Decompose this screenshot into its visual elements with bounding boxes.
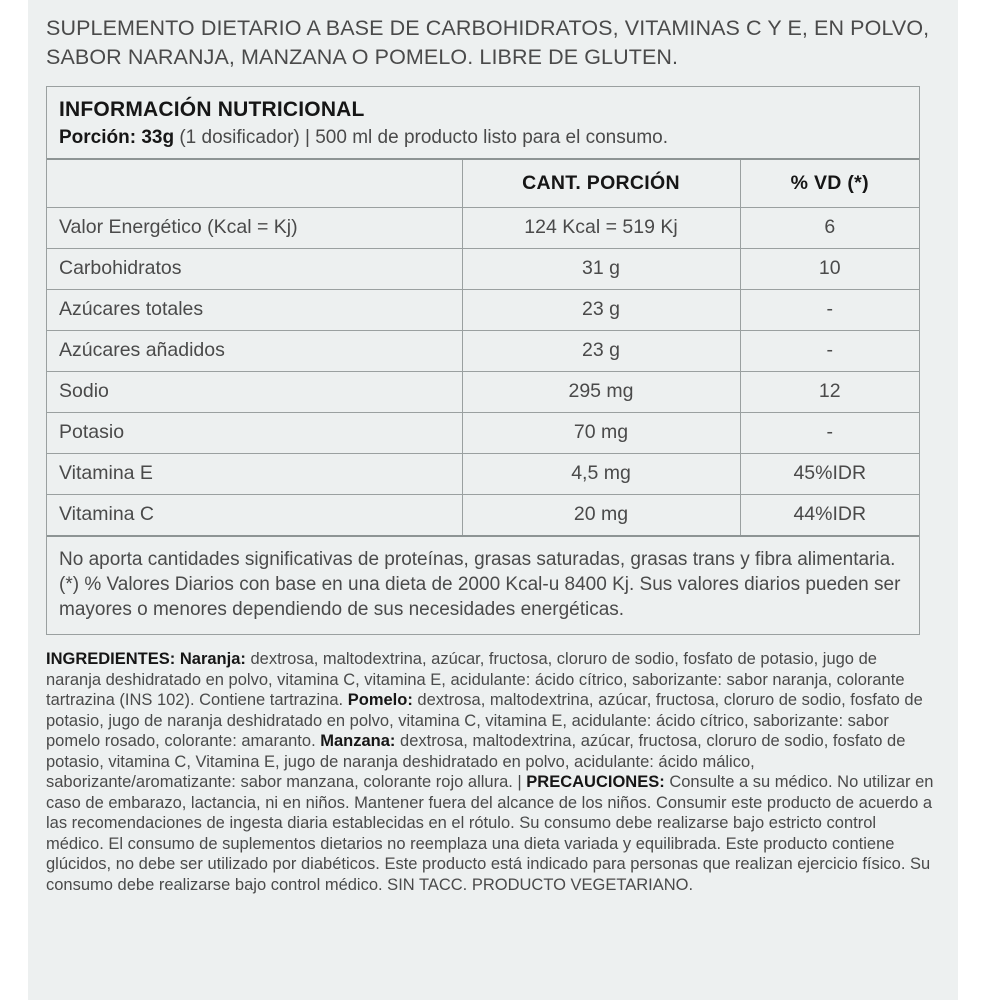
column-header-nutrient [47, 160, 462, 207]
nutrient-daily-value: 10 [740, 248, 919, 289]
column-header-daily-value: % VD (*) [740, 160, 919, 207]
table-header-row [47, 160, 919, 207]
label-content [46, 0, 940, 895]
flavor-text-manzana: dextrosa, maltodextrina, azúcar, fructosa, cloruro de sodio, fosfato de potasio, vitamina C, Vitamina E, jugo de naranja deshidratado en polvo, acidulante: ácido málico, saborizante/aromatizante: sabor manzana, colorante rojo allura. | [46, 732, 906, 791]
precautions-text: Consulte a su médico. No utilizar en caso de embarazo, lactancia, ni en niños. Mantener fuera del alcance de los niños. Consumir este producto de acuerdo a las recomendaciones de ingesta diaria establecidas en el rótulo. Su consumo debe realizarse bajo estricto control médico. El consumo de suplementos dietarios no reemplaza una dieta variada y equilibrada. Este producto contiene glúcidos, no debe ser utilizado por diabéticos. Este producto está indicado para personas que realizan ejercicio físico. Su consumo debe realizarse bajo control médico. SIN TACC. PRODUCTO VEGETARIANO. [46, 773, 934, 894]
precautions-label: PRECAUCIONES: [526, 773, 665, 791]
nutrient-amount: 70 mg [462, 412, 740, 453]
table-row [47, 248, 919, 289]
nutrient-daily-value: - [740, 330, 919, 371]
nutrition-table-body [47, 207, 919, 535]
nutrient-name: Sodio [47, 371, 462, 412]
nutrition-facts-title: INFORMACIÓN NUTRICIONAL [59, 98, 365, 121]
serving-size-line [59, 125, 907, 150]
nutrition-facts-box [46, 86, 920, 635]
nutrient-amount: 23 g [462, 330, 740, 371]
nutrient-daily-value: 45%IDR [740, 453, 919, 494]
table-row [47, 289, 919, 330]
table-row [47, 412, 919, 453]
column-header-amount: CANT. PORCIÓN [462, 160, 740, 207]
nutrient-amount: 295 mg [462, 371, 740, 412]
nutrient-daily-value: 6 [740, 207, 919, 248]
ingredients-and-precautions [46, 649, 934, 895]
flavor-label-naranja: Naranja: [179, 650, 246, 668]
table-row [47, 330, 919, 371]
nutrient-name: Vitamina E [47, 453, 462, 494]
nutrient-daily-value: - [740, 289, 919, 330]
nutrition-table-head [47, 160, 919, 207]
nutrition-facts-table [47, 160, 919, 535]
flavor-text-naranja: dextrosa, maltodextrina, azúcar, fructosa, cloruro de sodio, fosfato de potasio, jugo de naranja deshidratado en polvo, vitamina C, vitamina E, acidulante: ácido cítrico, saborizante: sabor naranja, colorante tartrazina (INS 102). Contiene tartrazina. [46, 650, 905, 709]
nutrient-name: Carbohidratos [47, 248, 462, 289]
nutrient-name: Azúcares añadidos [47, 330, 462, 371]
nutrient-amount: 20 mg [462, 494, 740, 535]
nutrient-amount: 124 Kcal = 519 Kj [462, 207, 740, 248]
serving-size-label: Porción: 33g [59, 127, 175, 148]
nutrient-daily-value: 12 [740, 371, 919, 412]
flavor-text-pomelo: dextrosa, maltodextrina, azúcar, fructosa, cloruro de sodio, fosfato de potasio, jugo de naranja deshidratado en polvo, vitamina C, vitamina E, acidulante: ácido cítrico, saborizante: sabor pomelo rosado, colorante: amaranto. [46, 691, 923, 750]
ingredients-heading: INGREDIENTES: [46, 650, 176, 668]
nutrient-daily-value: 44%IDR [793, 503, 867, 526]
nutrient-amount: 31 g [462, 248, 740, 289]
nutrient-amount: 23 g [462, 289, 740, 330]
table-row [47, 371, 919, 412]
label-panel [28, 0, 958, 1000]
flavor-label-pomelo: Pomelo: [347, 691, 413, 709]
table-row [47, 453, 919, 494]
nutrition-footnote: No aporta cantidades significativas de proteínas, grasas saturadas, grasas trans y fibra alimentaria. (*) % Valores Diarios con base en una dieta de 2000 Kcal-u 8400 Kj. Sus valores diarios pueden ser mayores o menores dependiendo de sus necesidades energéticas. [47, 535, 919, 634]
nutrient-daily-value: - [740, 412, 919, 453]
nutrition-facts-header [47, 87, 919, 160]
nutrient-name: Azúcares totales [47, 289, 462, 330]
product-headline: SUPLEMENTO DIETARIO A BASE DE CARBOHIDRATOS, VITAMINAS C Y E, EN POLVO, SABOR NARANJA, MANZANA O POMELO. LIBRE DE GLUTEN. [46, 16, 930, 69]
flavor-label-manzana: Manzana: [320, 732, 396, 750]
table-row [47, 207, 919, 248]
serving-size-detail: (1 dosificador) | 500 ml de producto listo para el consumo. [174, 127, 668, 148]
nutrient-amount: 4,5 mg [462, 453, 740, 494]
nutrient-name: Valor Energético (Kcal = Kj) [47, 207, 462, 248]
nutrient-name: Vitamina C [47, 494, 462, 535]
nutrient-name: Potasio [47, 412, 462, 453]
table-row [47, 494, 919, 535]
